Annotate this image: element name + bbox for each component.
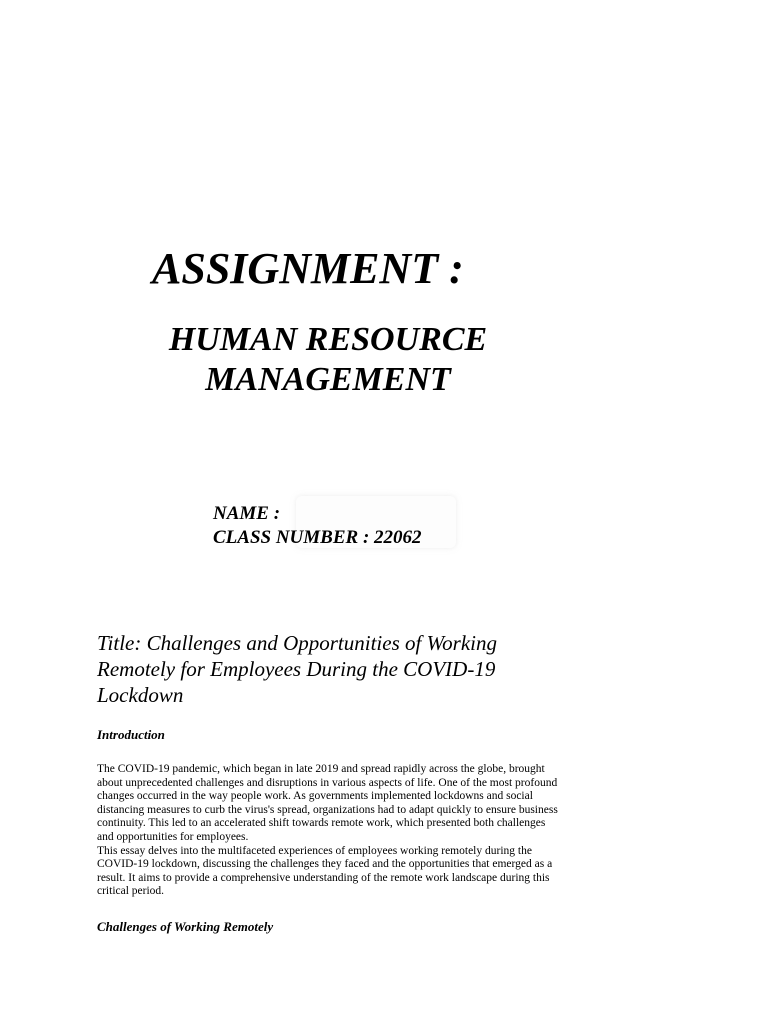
subject-line-2: MANAGEMENT	[205, 361, 451, 398]
subject-line-1: HUMAN RESOURCE	[168, 321, 488, 358]
assignment-heading: ASSIGNMENT :	[152, 244, 464, 293]
introduction-paragraph-1: The COVID-19 pandemic, which began in late 2019 and spread rapidly across the globe, brought about unprecedented challenges and disruptions in various aspects of life. One of the most profound changes occurred in the way people work. As governments implemented lockdowns and social distancing measures to curb the virus's spread, organizations had to adapt quickly to ensure business continuity. This led to an accelerated shift towards remote work, which presented both challenges and opportunities for employees.	[97, 763, 558, 843]
introduction-body	[97, 763, 563, 899]
introduction-paragraph-2: This essay delves into the multifaceted experiences of employees working remotely during the COVID-19 lockdown, discussing the challenges they faced and the opportunities that emerged as a result. It aims to provide a comprehensive understanding of the remote work landscape during this critical period.	[97, 844, 553, 898]
challenges-heading: Challenges of Working Remotely	[97, 919, 274, 934]
introduction-heading: Introduction	[97, 727, 165, 742]
name-label: NAME :	[213, 503, 281, 524]
student-info	[213, 502, 422, 550]
class-number-label: CLASS NUMBER : 22062	[213, 527, 422, 548]
essay-title: Title: Challenges and Opportunities of Working Remotely for Employees During the COVID-19 Lockdown	[97, 631, 497, 707]
subject-title	[140, 320, 516, 400]
